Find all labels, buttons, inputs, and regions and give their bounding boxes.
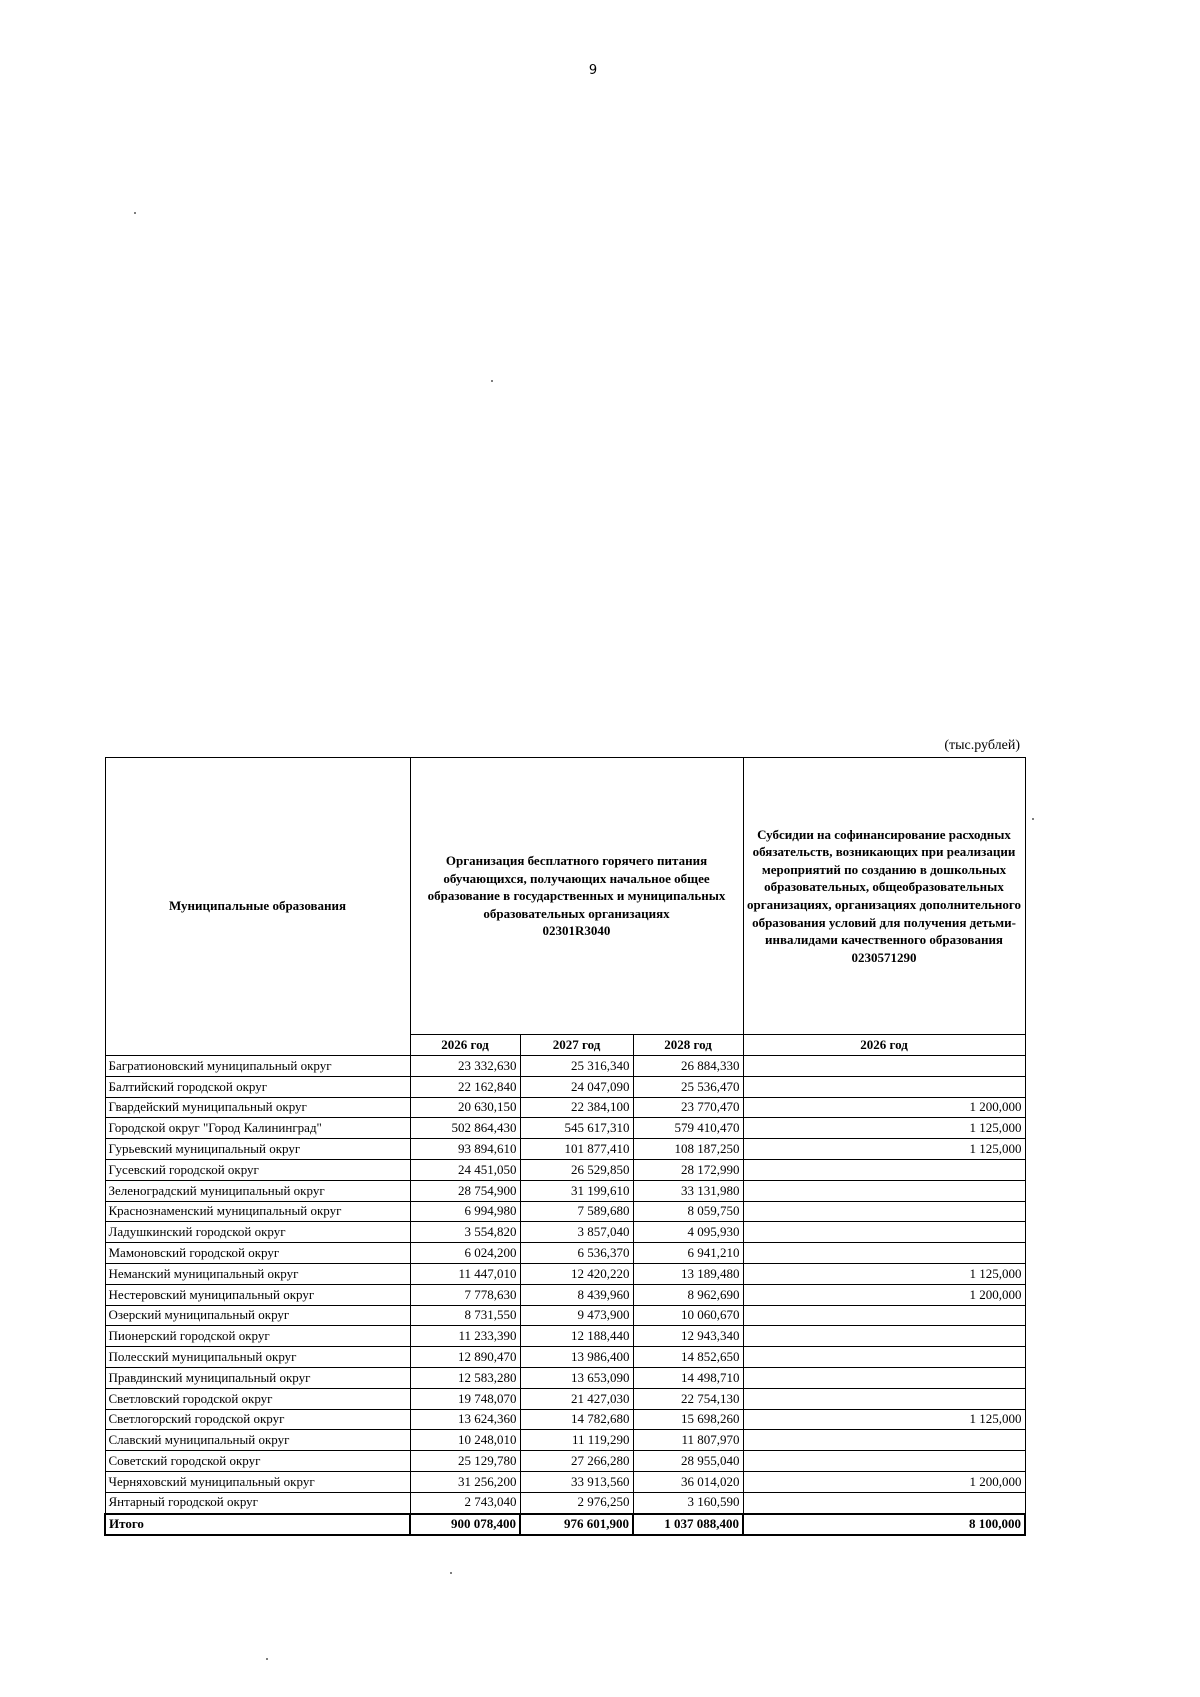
municipality-name: Зеленоградский муниципальный округ: [105, 1180, 410, 1201]
value-2026: 93 894,610: [410, 1139, 520, 1160]
table-row: [105, 1326, 1025, 1347]
value-2028: 11 807,970: [633, 1430, 743, 1451]
value-2026: 12 890,470: [410, 1347, 520, 1368]
table-row: [105, 1201, 1025, 1222]
table-row: [105, 1222, 1025, 1243]
value-2028: 22 754,130: [633, 1388, 743, 1409]
subsidy-value: [743, 1451, 1025, 1472]
value-2028: 3 160,590: [633, 1492, 743, 1513]
value-2027: 13 653,090: [520, 1367, 633, 1388]
total-row: [105, 1514, 1025, 1536]
table-row: [105, 1284, 1025, 1305]
subsidy-value: [743, 1430, 1025, 1451]
municipality-name: Пионерский городской округ: [105, 1326, 410, 1347]
value-2027: 26 529,850: [520, 1159, 633, 1180]
value-2027: 25 316,340: [520, 1056, 633, 1077]
municipality-name: Советский городской округ: [105, 1451, 410, 1472]
value-2028: 36 014,020: [633, 1471, 743, 1492]
table-row: [105, 1471, 1025, 1492]
units-label: (тыс.рублей): [944, 738, 1020, 753]
value-2027: 33 913,560: [520, 1471, 633, 1492]
value-2028: 13 189,480: [633, 1263, 743, 1284]
year-header: 2027 год: [520, 1035, 633, 1056]
table-row: [105, 1430, 1025, 1451]
value-2027: 8 439,960: [520, 1284, 633, 1305]
subsidy-value: [743, 1326, 1025, 1347]
value-2026: 2 743,040: [410, 1492, 520, 1513]
value-2028: 15 698,260: [633, 1409, 743, 1430]
subsidy-value: 1 125,000: [743, 1263, 1025, 1284]
municipality-name: Гусевский городской округ: [105, 1159, 410, 1180]
value-2027: 7 589,680: [520, 1201, 633, 1222]
total-2027: 976 601,900: [520, 1514, 633, 1536]
subsidy-value: [743, 1180, 1025, 1201]
subsidy-value: [743, 1347, 1025, 1368]
value-2026: 23 332,630: [410, 1056, 520, 1077]
value-2027: 2 976,250: [520, 1492, 633, 1513]
value-2026: 502 864,430: [410, 1118, 520, 1139]
hot-meals-title: Организация бесплатного горячего питания обучающихся, получающих начальное общее образование в государственных и муниципальных образовательных организациях: [427, 853, 726, 921]
value-2026: 3 554,820: [410, 1222, 520, 1243]
value-2026: 20 630,150: [410, 1097, 520, 1118]
value-2028: 4 095,930: [633, 1222, 743, 1243]
table-row: [105, 1347, 1025, 1368]
total-2028: 1 037 088,400: [633, 1514, 743, 1536]
subsidy-value: 1 200,000: [743, 1097, 1025, 1118]
value-2027: 545 617,310: [520, 1118, 633, 1139]
subsidy-value: [743, 1305, 1025, 1326]
value-2026: 6 994,980: [410, 1201, 520, 1222]
table-row: [105, 1139, 1025, 1160]
value-2026: 11 233,390: [410, 1326, 520, 1347]
value-2027: 9 473,900: [520, 1305, 633, 1326]
table-row: [105, 1076, 1025, 1097]
municipality-name: Славский муниципальный округ: [105, 1430, 410, 1451]
value-2028: 6 941,210: [633, 1243, 743, 1264]
subsidy-value: 1 125,000: [743, 1118, 1025, 1139]
municipalities-header: Муниципальные образования: [105, 758, 410, 1056]
value-2027: 101 877,410: [520, 1139, 633, 1160]
value-2026: 13 624,360: [410, 1409, 520, 1430]
page-number: 9: [588, 63, 598, 78]
municipality-name: Ладушкинский городской округ: [105, 1222, 410, 1243]
municipality-name: Полесский муниципальный округ: [105, 1347, 410, 1368]
subsidy-year-header: 2026 год: [743, 1035, 1025, 1056]
total-2026: 900 078,400: [410, 1514, 520, 1536]
subsidy-value: 1 125,000: [743, 1409, 1025, 1430]
subsidy-value: [743, 1492, 1025, 1513]
subsidy-value: [743, 1367, 1025, 1388]
subsidy-header: [743, 758, 1025, 1035]
municipality-name: Янтарный городской округ: [105, 1492, 410, 1513]
municipality-name: Гурьевский муниципальный округ: [105, 1139, 410, 1160]
subsidy-value: [743, 1076, 1025, 1097]
table-row: [105, 1388, 1025, 1409]
value-2026: 8 731,550: [410, 1305, 520, 1326]
scan-speck: [134, 212, 136, 214]
value-2026: 31 256,200: [410, 1471, 520, 1492]
year-header: 2026 год: [410, 1035, 520, 1056]
value-2027: 3 857,040: [520, 1222, 633, 1243]
subsidy-value: [743, 1222, 1025, 1243]
total-label: Итого: [105, 1514, 410, 1536]
value-2028: 33 131,980: [633, 1180, 743, 1201]
scan-speck: [450, 1572, 452, 1574]
municipality-name: Багратионовский муниципальный округ: [105, 1056, 410, 1077]
scan-speck: [1032, 818, 1034, 820]
value-2027: 27 266,280: [520, 1451, 633, 1472]
table-header-row: [105, 758, 1025, 1035]
municipality-name: Краснознаменский муниципальный округ: [105, 1201, 410, 1222]
table-row: [105, 1305, 1025, 1326]
table-row: [105, 1097, 1025, 1118]
subsidy-title: Субсидии на софинансирование расходных обязательств, возникающих при реализации мероприятий по созданию в дошкольных образовательных, общеобразовательных организациях, организациях дополнительного образования условий для получения детьми-инвалидами качественного образования: [746, 826, 1021, 948]
table-row: [105, 1056, 1025, 1077]
hot-meals-code: 02301R3040: [542, 923, 611, 939]
value-2027: 6 536,370: [520, 1243, 633, 1264]
year-header: 2028 год: [633, 1035, 743, 1056]
subsidy-value: [743, 1388, 1025, 1409]
value-2026: 12 583,280: [410, 1367, 520, 1388]
value-2027: 13 986,400: [520, 1347, 633, 1368]
value-2028: 23 770,470: [633, 1097, 743, 1118]
municipality-name: Неманский муниципальный округ: [105, 1263, 410, 1284]
municipality-name: Мамоновский городской округ: [105, 1243, 410, 1264]
value-2028: 25 536,470: [633, 1076, 743, 1097]
table-row: [105, 1180, 1025, 1201]
value-2027: 31 199,610: [520, 1180, 633, 1201]
value-2027: 22 384,100: [520, 1097, 633, 1118]
table-row: [105, 1492, 1025, 1513]
municipality-name: Светловский городской округ: [105, 1388, 410, 1409]
value-2026: 6 024,200: [410, 1243, 520, 1264]
value-2028: 12 943,340: [633, 1326, 743, 1347]
subsidy-value: [743, 1201, 1025, 1222]
value-2026: 7 778,630: [410, 1284, 520, 1305]
value-2026: 11 447,010: [410, 1263, 520, 1284]
value-2026: 25 129,780: [410, 1451, 520, 1472]
value-2027: 24 047,090: [520, 1076, 633, 1097]
value-2026: 22 162,840: [410, 1076, 520, 1097]
subsidy-value: [743, 1056, 1025, 1077]
table-row: [105, 1409, 1025, 1430]
value-2028: 14 852,650: [633, 1347, 743, 1368]
municipality-name: Черняховский муниципальный округ: [105, 1471, 410, 1492]
total-subsidy: 8 100,000: [743, 1514, 1025, 1536]
subsidy-value: 1 200,000: [743, 1284, 1025, 1305]
table-row: [105, 1367, 1025, 1388]
municipality-name: Гвардейский муниципальный округ: [105, 1097, 410, 1118]
table-row: [105, 1243, 1025, 1264]
value-2026: 24 451,050: [410, 1159, 520, 1180]
municipality-name: Светлогорский городской округ: [105, 1409, 410, 1430]
municipality-name: Балтийский городской округ: [105, 1076, 410, 1097]
value-2027: 12 188,440: [520, 1326, 633, 1347]
value-2026: 28 754,900: [410, 1180, 520, 1201]
scan-speck: [491, 380, 493, 382]
table-row: [105, 1118, 1025, 1139]
value-2028: 579 410,470: [633, 1118, 743, 1139]
value-2027: 14 782,680: [520, 1409, 633, 1430]
subsidy-value: 1 125,000: [743, 1139, 1025, 1160]
table-row: [105, 1451, 1025, 1472]
table-row: [105, 1159, 1025, 1180]
table-row: [105, 1263, 1025, 1284]
municipality-name: Озерский муниципальный округ: [105, 1305, 410, 1326]
value-2027: 21 427,030: [520, 1388, 633, 1409]
value-2028: 8 962,690: [633, 1284, 743, 1305]
subsidy-value: 1 200,000: [743, 1471, 1025, 1492]
value-2028: 108 187,250: [633, 1139, 743, 1160]
value-2026: 10 248,010: [410, 1430, 520, 1451]
value-2028: 28 955,040: [633, 1451, 743, 1472]
value-2028: 28 172,990: [633, 1159, 743, 1180]
value-2027: 11 119,290: [520, 1430, 633, 1451]
budget-table: [104, 757, 1026, 1536]
subsidy-code: 0230571290: [851, 949, 917, 965]
value-2028: 14 498,710: [633, 1367, 743, 1388]
municipality-name: Городской округ "Город Калининград": [105, 1118, 410, 1139]
subsidy-value: [743, 1243, 1025, 1264]
value-2027: 12 420,220: [520, 1263, 633, 1284]
value-2028: 8 059,750: [633, 1201, 743, 1222]
municipality-name: Нестеровский муниципальный округ: [105, 1284, 410, 1305]
municipality-name: Правдинский муниципальный округ: [105, 1367, 410, 1388]
hot-meals-header: [410, 758, 743, 1035]
value-2028: 10 060,670: [633, 1305, 743, 1326]
subsidy-value: [743, 1159, 1025, 1180]
scan-speck: [266, 1658, 268, 1660]
value-2028: 26 884,330: [633, 1056, 743, 1077]
value-2026: 19 748,070: [410, 1388, 520, 1409]
